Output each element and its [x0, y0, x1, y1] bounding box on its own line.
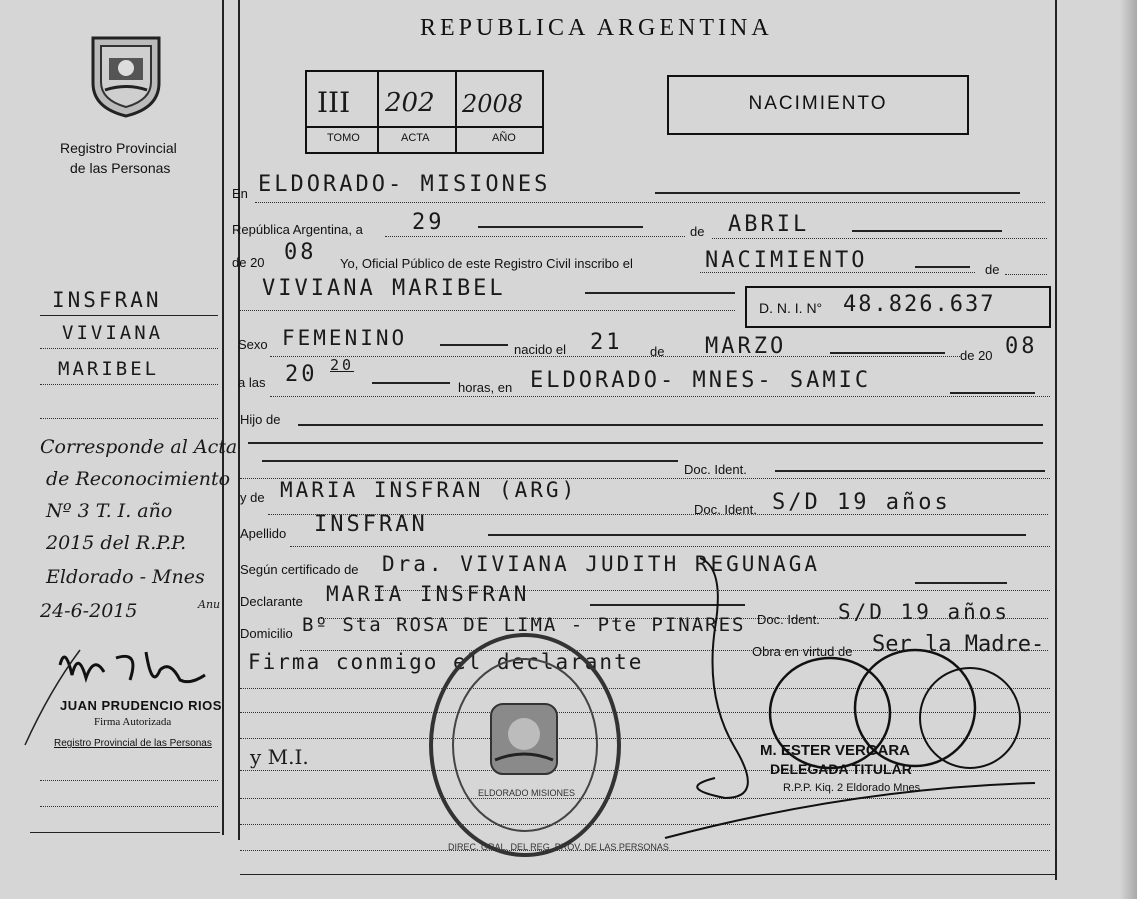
domicilio-label: Domicilio — [240, 626, 293, 641]
margin-name1: VIVIANA — [62, 322, 164, 344]
doc-type-label: NACIMIENTO — [748, 93, 888, 114]
fill-dots — [255, 202, 1045, 203]
doc-ident-label3: Doc. Ident. — [757, 612, 820, 627]
hijo-label: Hijo de — [240, 412, 281, 427]
margin-note-line1: Corresponde al Acta — [40, 436, 238, 458]
segun-label: Según certificado de — [240, 562, 359, 577]
margin-note-line4: 2015 del R.P.P. — [46, 532, 187, 554]
fill-line — [248, 442, 1043, 444]
tomo-label: TOMO — [327, 132, 360, 144]
margin-surname: INSFRAN — [52, 288, 162, 312]
fill-line — [298, 424, 1043, 426]
margin-note-anu: Anu — [198, 598, 221, 611]
fill-line — [915, 266, 970, 268]
country-title: REPUBLICA ARGENTINA — [420, 15, 773, 41]
margin-dots — [40, 806, 218, 807]
acta-label: ACTA — [401, 132, 430, 144]
birth-month: MARZO — [705, 334, 787, 359]
tomo-value: III — [317, 86, 351, 119]
margin-signer-role: Firma Autorizada — [94, 716, 172, 728]
margin-note-line5: Eldorado - Mnes — [46, 566, 205, 588]
declarante-value: MARIA INSFRAN — [326, 582, 530, 606]
doc-type-box — [667, 75, 969, 135]
fill-dots — [700, 272, 975, 273]
page-edge-shadow — [1119, 0, 1137, 899]
fill-dots — [270, 356, 960, 357]
day-value: 29 — [412, 210, 445, 235]
apellido-value: INSFRAN — [314, 512, 428, 537]
de-label: de — [690, 224, 705, 239]
official-role: DELEGADA TITULAR — [770, 761, 912, 777]
margin-note-line6: 24-6-2015 — [40, 600, 138, 622]
declarante-doc: S/D 19 años — [838, 600, 1011, 624]
person-name: VIVIANA MARIBEL — [262, 276, 506, 301]
mother-name: MARIA INSFRAN (ARG) — [280, 478, 578, 502]
fill-line — [262, 460, 678, 462]
de-label3: de — [650, 344, 665, 359]
republica-label: República Argentina, a — [232, 222, 363, 237]
stamp-text: DIREC. GRAL. DEL REG. PROV. DE LAS PERSONAS — [448, 842, 669, 852]
mi-text: y M.I. — [250, 745, 309, 769]
fill-line — [478, 226, 643, 228]
fill-line — [372, 382, 450, 384]
margin-name2: MARIBEL — [58, 358, 160, 380]
registry-name-line2: de las Personas — [70, 160, 171, 176]
en-value: ELDORADO- MISIONES — [258, 172, 551, 197]
declarante-label: Declarante — [240, 594, 303, 609]
right-border-rule — [1055, 0, 1057, 880]
alas-label: a las — [238, 375, 266, 390]
official-round-stamp-icon — [425, 630, 625, 860]
horas-label: horas, en — [458, 380, 513, 395]
margin-signer-org: Registro Provincial de las Personas — [54, 738, 212, 749]
anio-value: 2008 — [462, 90, 524, 118]
sexo-label: Sexo — [238, 337, 268, 352]
margin-dots — [40, 348, 218, 349]
margin-signature-icon — [20, 630, 230, 750]
de20-label: de 20 — [232, 255, 265, 270]
mother-doc: S/D 19 años — [772, 490, 951, 515]
margin-line — [40, 315, 218, 316]
stamp-inner-text: ELDORADO MISIONES — [478, 788, 576, 798]
fill-line — [775, 470, 1045, 472]
dni-value: 48.826.637 — [843, 292, 996, 317]
obra-value: Ser la Madre- — [872, 632, 1045, 657]
margin-note-line3: Nº 3 T. I. año — [46, 500, 173, 522]
registry-name-line1: Registro Provincial — [60, 140, 177, 156]
firma-text: Firma conmigo el declarante — [248, 650, 644, 674]
birth-min: 20 — [330, 356, 355, 374]
dni-box — [745, 286, 1051, 328]
anio-label: AÑO — [492, 132, 516, 144]
fill-dots — [385, 236, 685, 237]
margin-bottom-line — [30, 832, 220, 833]
fill-line — [488, 534, 1026, 536]
margin-dots — [40, 384, 218, 385]
acta-value: 202 — [385, 88, 435, 118]
apellido-label: Apellido — [240, 526, 287, 541]
birth-day: 21 — [590, 330, 623, 355]
margin-dots — [40, 780, 218, 781]
misiones-seal-icon — [85, 28, 167, 120]
birth-year: 08 — [1005, 334, 1038, 359]
fill-dots — [712, 238, 1047, 239]
en-label: En — [232, 186, 248, 201]
de20-label2: de 20 — [960, 348, 993, 363]
doc-ident-label2: Doc. Ident. — [694, 502, 757, 517]
fill-dots — [240, 310, 735, 311]
official-office: R.P.P. Kiq. 2 Eldorado Mnes — [783, 782, 921, 794]
yo-text: Yo, Oficial Público de este Registro Civil inscribo el — [340, 256, 633, 271]
doc-ident-label: Doc. Ident. — [684, 462, 747, 477]
de-label2: de — [985, 262, 1000, 277]
obra-label: Obra en virtud de — [752, 644, 853, 659]
fill-line — [585, 292, 735, 294]
fill-line — [852, 230, 1002, 232]
fill-line — [440, 344, 508, 346]
birth-hour: 20 — [285, 362, 318, 387]
domicilio-value: Bº Sta ROSA DE LIMA - Pte PINARES — [302, 614, 746, 636]
margin-dots — [40, 418, 218, 419]
fill-dots — [290, 546, 1050, 547]
inscribo-value: NACIMIENTO — [705, 248, 868, 273]
fill-line — [655, 192, 1020, 194]
margin-note-line2: de Reconocimiento — [46, 468, 231, 490]
month-value: ABRIL — [728, 212, 810, 237]
dni-label: D. N. I. N° — [759, 300, 823, 316]
margin-signer-name: JUAN PRUDENCIO RIOS — [60, 698, 222, 713]
fill-line — [950, 392, 1035, 394]
year-value: 08 — [284, 240, 317, 265]
nacido-label: nacido el — [514, 342, 567, 357]
birth-place: ELDORADO- MNES- SAMIC — [530, 368, 872, 393]
fill-line — [830, 352, 945, 354]
fill-dots — [1005, 274, 1047, 275]
yde-label: y de — [240, 490, 265, 505]
segun-value: Dra. VIVIANA JUDITH REGUNAGA — [382, 552, 821, 576]
official-signature-icon — [655, 548, 1055, 888]
record-number-table — [305, 70, 544, 154]
official-name: M. ESTER VERGARA — [760, 742, 911, 759]
fill-dots — [270, 396, 1050, 397]
sexo-value: FEMENINO — [282, 326, 408, 350]
